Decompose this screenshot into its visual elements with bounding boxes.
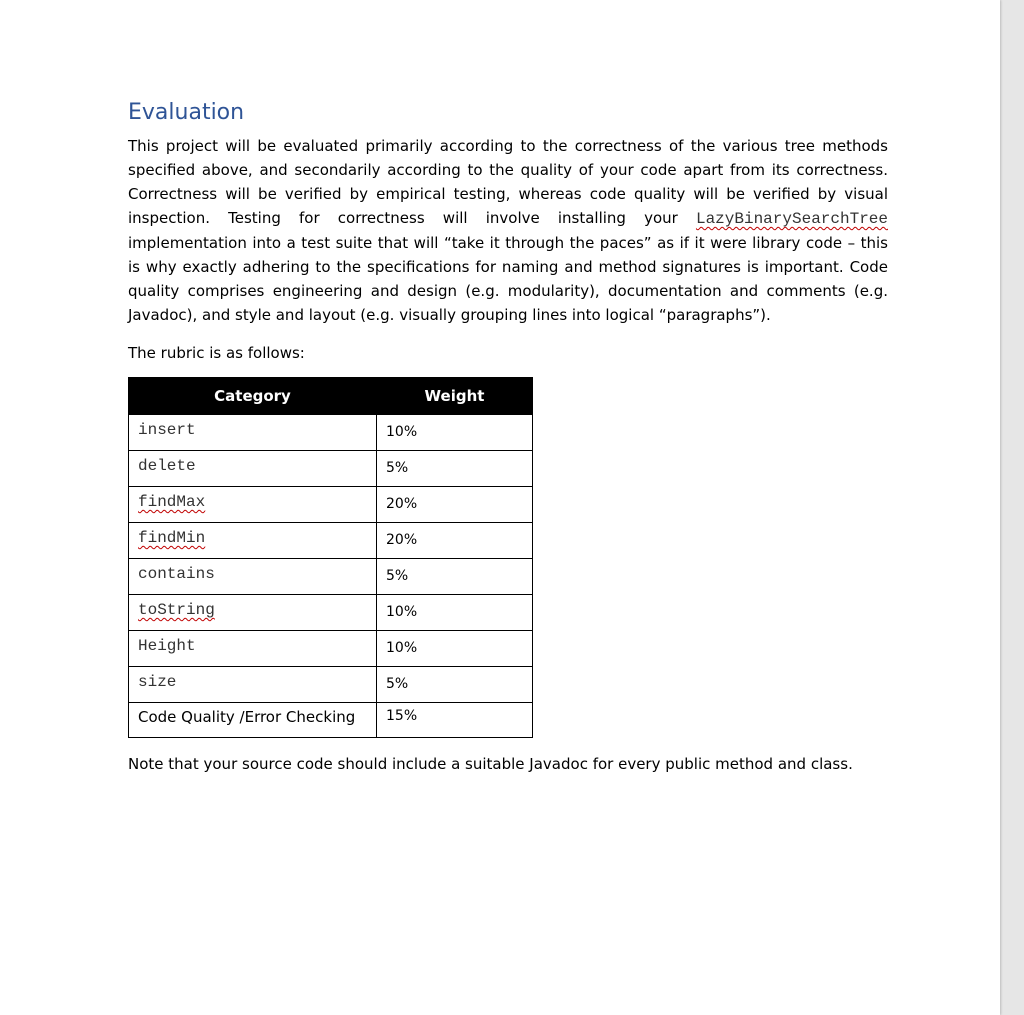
category-cell: contains — [129, 559, 377, 595]
table-row — [129, 415, 533, 451]
table-row — [129, 631, 533, 667]
rubric-table — [128, 377, 533, 738]
table-row — [129, 523, 533, 559]
category-cell: delete — [129, 451, 377, 487]
table-row — [129, 559, 533, 595]
weight-cell: 20% — [377, 487, 533, 523]
weight-header: Weight — [377, 378, 533, 415]
class-name-code: LazyBinarySearchTree — [695, 210, 888, 228]
category-cell: Code Quality /Error Checking — [129, 703, 377, 738]
table-row — [129, 703, 533, 738]
weight-cell: 5% — [377, 451, 533, 487]
section-heading: Evaluation — [128, 100, 245, 125]
category-cell: findMax — [129, 487, 377, 523]
table-row — [129, 487, 533, 523]
javadoc-note: Note that your source code should include a suitable Javadoc for every public method and class. — [128, 755, 853, 773]
category-cell: findMin — [129, 523, 377, 559]
category-cell: insert — [129, 415, 377, 451]
weight-cell: 10% — [377, 415, 533, 451]
weight-cell: 5% — [377, 667, 533, 703]
weight-cell: 5% — [377, 559, 533, 595]
paragraph-text-2: implementation into a test suite that will “take it through the paces” as if it were library code – this is why exactly adhering to the specifications for naming and method signatures is important. Code quality comprises engineering and design (e.g. modularity), documentation and comments (e.g. Javadoc), and style and layout (e.g. visually grouping lines into logical “paragraphs”). — [128, 234, 888, 324]
weight-cell: 15% — [377, 703, 533, 738]
evaluation-paragraph — [128, 134, 888, 327]
weight-cell: 10% — [377, 595, 533, 631]
weight-cell: 10% — [377, 631, 533, 667]
document-content — [128, 98, 888, 776]
table-row — [129, 667, 533, 703]
weight-cell: 20% — [377, 523, 533, 559]
rubric-header-row — [129, 378, 533, 415]
paragraph-text-1: This project will be evaluated primarily according to the correctness of the various tree methods specified above, and secondarily according to the quality of your code apart from its correctness. Correctness will be verified by empirical testing, whereas code quality will be verified by visual inspection. Testing for correctness will involve installing your — [128, 137, 888, 227]
table-row — [129, 595, 533, 631]
table-row — [129, 451, 533, 487]
rubric-intro: The rubric is as follows: — [128, 344, 305, 362]
category-cell: toString — [129, 595, 377, 631]
category-cell: size — [129, 667, 377, 703]
category-cell: Height — [129, 631, 377, 667]
category-header: Category — [129, 378, 377, 415]
